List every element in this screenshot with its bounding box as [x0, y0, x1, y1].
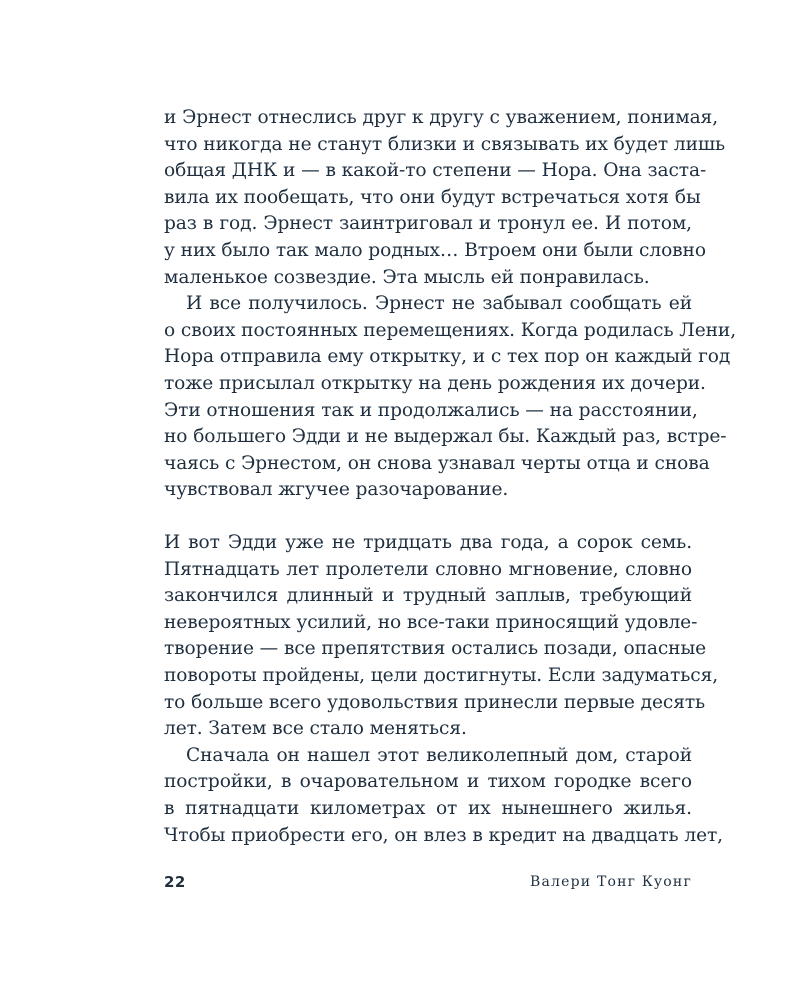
text-line: что никогда не станут близки и связывать их будет лишь	[164, 133, 726, 155]
text-line: постройки, в очаровательном и тихом городке всего	[164, 771, 692, 793]
text-block-top	[164, 105, 737, 504]
text-line: Пятнадцать лет пролетели словно мгновение, словно	[164, 558, 692, 580]
text-line: Чтобы приобрести его, он влез в кредит на двадцать лет,	[164, 824, 723, 846]
text-line: невероятных усилий, но все-таки приносящий удовле-	[164, 611, 698, 633]
text-line: но большего Эдди и не выдержал бы. Каждый раз, встре-	[164, 426, 727, 448]
text-line: раз в год. Эрнест заинтриговал и тронул ее. И потом,	[164, 213, 692, 235]
text-block-bottom	[164, 530, 723, 849]
text-line: творение — все препятствия остались позади, опасные	[164, 638, 707, 660]
text-line: то больше всего удовольствия принесли первые десять	[164, 691, 706, 713]
text-line: Сначала он нашел этот великолепный дом, старой	[186, 744, 692, 766]
text-line: о своих постоянных перемещениях. Когда родилась Лени,	[164, 319, 737, 341]
text-line: маленькое созвездие. Эта мысль ей понравилась.	[164, 266, 650, 288]
page-footer	[164, 870, 692, 894]
text-line: в пятнадцати километрах от их нынешнего жилья.	[164, 797, 692, 819]
page-number: 22	[164, 873, 186, 891]
text-line: Эти отношения так и продолжались — на расстоянии,	[164, 399, 698, 421]
text-line: закончился длинный и трудный заплыв, требующий	[164, 585, 692, 607]
running-head-author: Валери Тонг Куонг	[529, 874, 692, 890]
text-line: чувствовал жгучее разочарование.	[164, 479, 509, 501]
text-line: общая ДНК и — в какой-то степени — Нора. Она заста-	[164, 160, 707, 182]
text-line: лет. Затем все стало меняться.	[164, 718, 467, 740]
text-line: повороты пройдены, цели достигнуты. Если задуматься,	[164, 664, 719, 686]
text-line: Нора отправила ему открытку, и с тех пор он каждый год	[164, 346, 731, 368]
text-line: у них было так мало родных… Втроем они были словно	[164, 239, 706, 261]
text-line: И вот Эдди уже не тридцать два года, а сорок семь.	[164, 532, 692, 553]
text-line: и Эрнест отнеслись друг к другу с уважением, понимая,	[164, 107, 719, 128]
text-line: тоже присылал открытку на день рождения их дочери.	[164, 372, 706, 394]
text-line: И все получилось. Эрнест не забывал сообщать ей	[186, 293, 692, 315]
text-line: вила их пообещать, что они будут встречаться хотя бы	[164, 186, 701, 208]
text-line: чаясь с Эрнестом, он снова узнавал черты отца и снова	[164, 452, 710, 474]
